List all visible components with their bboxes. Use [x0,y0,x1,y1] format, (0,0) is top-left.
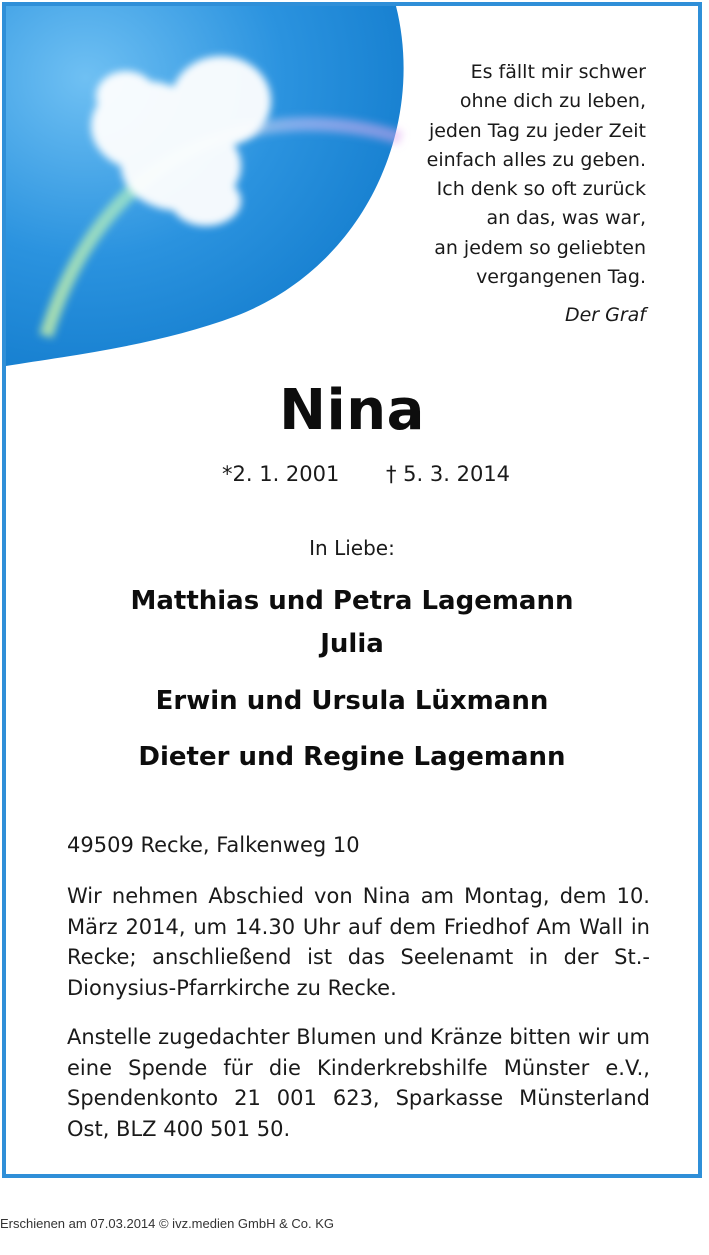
deceased-name: Nina [279,378,425,443]
poem-author: Der Graf [564,304,646,326]
mourner-family: Dieter und Regine Lagemann [138,742,566,772]
mourner-family: Matthias und Petra Lagemann [130,586,574,616]
mourner-family: Julia [320,629,384,659]
poem-line: Es fällt mir schwer [470,61,646,83]
poem-line: ohne dich zu leben, [459,90,646,113]
obituary-card [2,2,702,1178]
poem-line: an das, was war, [486,207,646,230]
poem [346,58,646,292]
poem-line: vergangenen Tag. [476,266,646,289]
publication-footer: Erschienen am 07.03.2014 © ivz.medien GmbH & Co. KG [0,1216,335,1231]
poem-line: Ich denk so oft zurück [436,178,646,201]
funeral-info-paragraph: Wir nehmen Abschied von Nina am Montag, dem 10. März 2014, um 14.30 Uhr auf dem Friedhof Am Wall in Recke; anschließend ist das Seelenamt in der St.-Dionysius-Pfarrkirche zu Recke. [67,884,650,1000]
poem-line: jeden Tag zu jeder Zeit [428,119,646,142]
address: 49509 Recke, Falkenweg 10 [67,833,360,857]
death-date: † 5. 3. 2014 [386,462,511,486]
donation-paragraph: Anstelle zugedachter Blumen und Kränze bitten wir um eine Spende für die Kinderkrebshilfe Münster e.V., Spendenkonto 21 001 623, Sparkasse Münsterland Ost, BLZ 400 501 50. [67,1025,650,1141]
mourner-family: Erwin und Ursula Lüxmann [155,686,549,716]
poem-line: an jedem so geliebten [434,236,646,259]
birth-date: *2. 1. 2001 [222,462,340,486]
poem-line: einfach alles zu geben. [426,148,646,171]
mourners-intro: In Liebe: [309,536,395,560]
